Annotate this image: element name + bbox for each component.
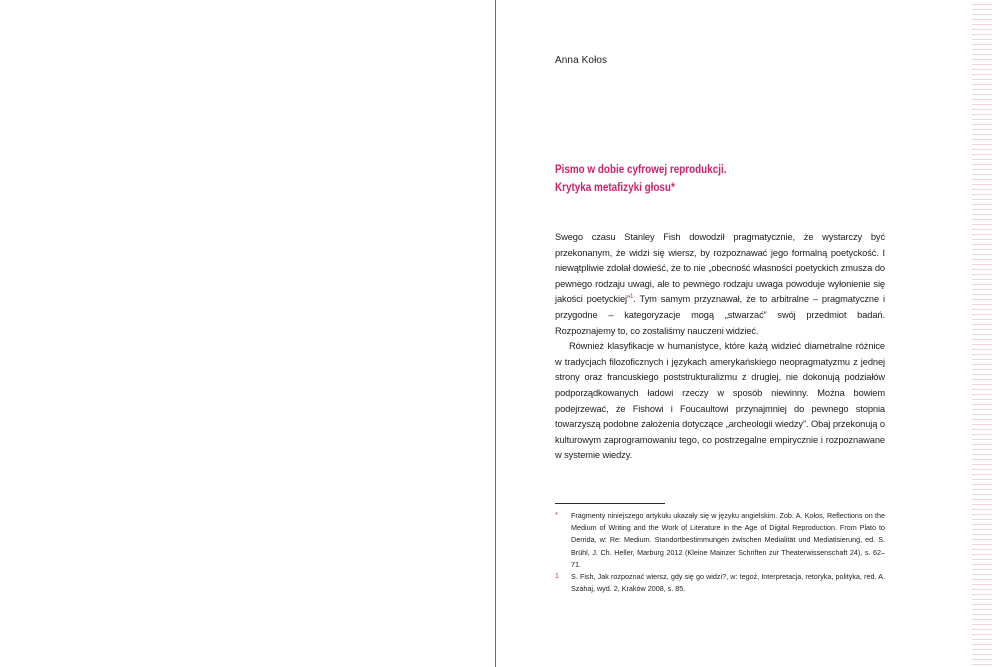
left-page-blank xyxy=(0,0,495,667)
body-paragraph-1 xyxy=(555,230,885,339)
footnotes xyxy=(555,510,885,595)
page-edge-strip xyxy=(972,0,992,667)
footnote-mark: * xyxy=(555,512,558,519)
footnote-separator xyxy=(555,503,665,504)
footnote-reference-1[interactable]: 1 xyxy=(630,294,634,301)
footnote-text: Fragmenty niniejszego artykułu ukazały się w języku angielskim. Zob. A. Kołos, Reflections on the Medium of Writing and the Work of Literature in the Age of Digital Reproduction. From Plato to Derrida, w: Re: Medium. Standortbestimmungen zwischen Medialität und Mediatisierung, ed. S. Brühl, J. Ch. Heller, Marburg 2012 (Kleine Mainzer Schriften zur Theaterwissenschaft 24), s. 62–71. xyxy=(571,511,885,569)
title-line-2: Krytyka metafizyki głosu* xyxy=(555,182,675,194)
footnote-item xyxy=(555,510,885,571)
paragraph-1-text-a: Swego czasu Stanley Fish dowodził pragmatycznie, że wystarczy być przekonanym, że widzi się wiersz, by rozpoznawać jego formalną poetyckość. I niewątpliwie zdołał dowieść, że to nie „obecność własności poetyckich zmusza do pewnego rodzaju uwagi, ale to pewnego rodzaju uwaga powoduje wyłonienie się jakości poetyckiej” xyxy=(555,232,885,305)
author-name: Anna Kołos xyxy=(555,55,608,66)
article-body xyxy=(555,230,885,464)
footnote-text: S. Fish, Jak rozpoznać wiersz, gdy się go widzi?, w: tegoż, Interpretacja, retoryka, polityka, red. A. Szahaj, wyd. 2, Kraków 2008, s. 85. xyxy=(571,572,885,594)
paragraph-1-text-b: . Tym samym przyznawał, że to arbitralne – pragmatyczne i przygodne – kategoryzacje mogą „stwarzać” swój przedmiot badań. Rozpoznajemy to, co zostaliśmy nauczeni widzieć. xyxy=(555,294,885,336)
right-page xyxy=(496,0,972,667)
footnote-item xyxy=(555,571,885,595)
footnote-mark: 1 xyxy=(555,573,559,581)
title-line-1: Pismo w dobie cyfrowej reprodukcji. xyxy=(555,164,727,176)
article-title xyxy=(555,161,726,197)
body-paragraph-2: Również klasyfikacje w humanistyce, które każą widzieć diametralne różnice w tradycjach filozoficznych i językach amerykańskiego neopragmatyzmu z jednej strony oraz francuskiego poststrukturalizmu z drugiej, nie dokonują podziałów podporządkowanych ładowi rzeczy w sposób niewinny. Można bowiem podejrzewać, że Fishowi i Foucaultowi przynajmniej do pewnego stopnia towarzyszą podobne założenia dotyczące „archeologii wiedzy”. Obaj przekonują o kulturowym zaprogramowaniu tego, co postrzegalne empirycznie i rozpoznawane w systemie wiedzy. xyxy=(555,341,885,461)
